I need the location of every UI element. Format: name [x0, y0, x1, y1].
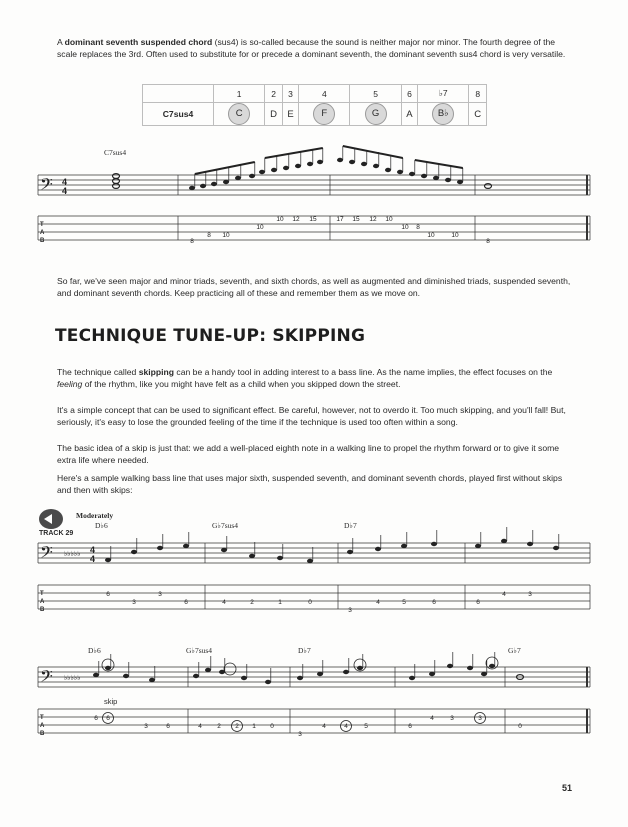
- beam: [343, 146, 403, 158]
- tab-number: 6: [166, 723, 170, 730]
- note: [481, 672, 487, 676]
- degree-6: 6: [401, 85, 417, 103]
- tab-label: B: [40, 607, 45, 613]
- quarter-note: [183, 544, 189, 548]
- eighth-note: [223, 180, 229, 184]
- bass-clef-ex1: 𝄢: [40, 174, 53, 198]
- eighth-note: [361, 162, 367, 166]
- tab-number: 2: [250, 599, 254, 606]
- degree-2: 2: [265, 85, 283, 103]
- tab-number: 10: [385, 216, 393, 223]
- tab-number: 5: [402, 599, 406, 606]
- degree-b7: ♭7: [418, 85, 469, 103]
- quarter-note: [105, 558, 111, 562]
- tab-number: 10: [256, 224, 264, 231]
- tab-number: 3: [528, 591, 532, 598]
- quarter-note: [553, 546, 559, 550]
- degree-8: 8: [469, 85, 487, 103]
- chord-symbol-c7sus4: C7sus4: [104, 148, 127, 157]
- tab-number: 2: [217, 723, 221, 730]
- eighth-note: [457, 180, 463, 184]
- note: [447, 664, 453, 668]
- note-bb-circled: B♭: [432, 103, 454, 125]
- tab-number: 12: [369, 216, 377, 223]
- tab-label: T: [40, 715, 44, 721]
- note-e: E: [282, 103, 298, 126]
- eighth-note: [421, 174, 427, 178]
- note: [317, 672, 323, 676]
- note: [297, 676, 303, 680]
- quarter-note: [475, 544, 481, 548]
- tab-number: 3: [298, 731, 302, 738]
- tab-number: 15: [352, 216, 360, 223]
- tab-number: 15: [309, 216, 317, 223]
- skipping-paragraph-1: The technique called skipping can be a handy tool in adding interest to a bass line. As the name implies, the effect focuses on the feeling of the rhythm, like you might have felt as a child when you skipped down the street.: [57, 367, 553, 390]
- eighth-note: [433, 176, 439, 180]
- eighth-note: [317, 160, 323, 164]
- tab-number: 6: [476, 599, 480, 606]
- degree-1: 1: [214, 85, 265, 103]
- quarter-note: [277, 556, 283, 560]
- tab-label: A: [40, 599, 45, 605]
- chord-symbol-db6: D♭6: [95, 521, 108, 530]
- tab-number: 4: [322, 723, 326, 730]
- note: [149, 678, 155, 682]
- time-sig-ex2: 4: [90, 554, 96, 564]
- tab-number: 10: [427, 232, 435, 239]
- quarter-note: [131, 550, 137, 554]
- eighth-note: [397, 170, 403, 174]
- note-c-octave: C: [469, 103, 487, 126]
- time-sig-ex2: 4: [90, 545, 96, 555]
- skipping-paragraph-2: It's a simple concept that can be used to significant effect. Be careful, however, not to overdo it. Too much skipping, and you'll fall! But, seriously, it's easy to lose the grounded feeling of the time if the technique is used too often within a song.: [57, 405, 566, 428]
- chord-symbol-gb7sus4-2: G♭7sus4: [186, 646, 213, 655]
- eighth-note: [409, 172, 415, 176]
- tab-number: 6: [106, 591, 110, 598]
- quarter-note: [221, 548, 227, 552]
- quarter-note: [347, 550, 353, 554]
- note: [409, 676, 415, 680]
- tab-label: B: [40, 238, 45, 244]
- skipping-paragraph-4: Here's a sample walking bass line that uses major sixth, suspended seventh, and dominant seventh chords, played first without skips and then with skips:: [57, 473, 563, 496]
- skip-circle: [224, 663, 236, 675]
- quarter-note: [157, 546, 163, 550]
- eighth-note: [385, 168, 391, 172]
- note: [241, 676, 247, 680]
- summary-paragraph: So far, we've seen major and minor triads, seventh, and sixth chords, as well as augmented and diminished triads, suspended seventh, and dominant seventh chords. Keep practicing all of these and remember them as we move on.: [57, 276, 571, 299]
- chord-note: [113, 179, 120, 184]
- chord-note: [113, 174, 120, 179]
- tab-number: 3: [132, 599, 136, 606]
- tab-number: 6: [106, 715, 110, 722]
- term-dominant-seventh-suspended: dominant seventh suspended chord: [64, 37, 213, 47]
- note: [429, 672, 435, 676]
- tab-number: 8: [207, 232, 211, 239]
- chord-symbol-db6-2: D♭6: [88, 646, 101, 655]
- chord-note: [113, 184, 120, 189]
- note: [105, 666, 111, 670]
- eighth-note: [373, 164, 379, 168]
- eighth-note: [259, 170, 265, 174]
- eighth-note: [271, 168, 277, 172]
- note-a: A: [401, 103, 417, 126]
- tab-number: 6: [408, 723, 412, 730]
- note-d: D: [265, 103, 283, 126]
- tab-number: 8: [190, 238, 194, 245]
- quarter-note: [249, 554, 255, 558]
- tab-number: 4: [198, 723, 202, 730]
- eighth-note: [211, 182, 217, 186]
- tab-number: 6: [94, 715, 98, 722]
- note: [93, 673, 99, 677]
- beam: [265, 148, 323, 158]
- tab-label: A: [40, 723, 45, 729]
- eighth-note: [349, 160, 355, 164]
- bass-clef-ex2b: 𝄢: [40, 666, 53, 690]
- tab-label: T: [40, 591, 44, 597]
- tab-number: 10: [222, 232, 230, 239]
- page-number: 51: [562, 783, 573, 793]
- tab-number: 1: [278, 599, 282, 606]
- quarter-note: [527, 542, 533, 546]
- quarter-note: [401, 544, 407, 548]
- note-c-circled: C: [228, 103, 250, 125]
- eighth-note: [189, 186, 195, 190]
- note: [205, 668, 211, 672]
- chord-symbol-gb7sus4: G♭7sus4: [212, 521, 239, 530]
- tab-number: 10: [401, 224, 409, 231]
- tab-number: 12: [292, 216, 300, 223]
- intro-paragraph: A dominant seventh suspended chord (sus4) is so-called because the sound is neither major nor minor. The fourth degree of the scale replaces the 3rd. Often used to substitute for or precede a dominant seventh, the dominant seventh sus4 chord is very versatile.: [57, 37, 566, 60]
- track-label: TRACK 29: [39, 530, 74, 537]
- tab-label: T: [40, 222, 44, 228]
- bass-clef-ex2a: 𝄢: [40, 542, 53, 566]
- chord-symbol-db7: D♭7: [344, 521, 357, 530]
- eighth-note: [295, 164, 301, 168]
- chord-symbol-gb7-2: G♭7: [508, 646, 521, 655]
- tab-number: 3: [450, 715, 454, 722]
- tab-number: 5: [364, 723, 368, 730]
- tab-number: 3: [158, 591, 162, 598]
- eighth-note: [283, 166, 289, 170]
- note: [265, 680, 271, 684]
- tab-number: 8: [486, 238, 490, 245]
- degree-4: 4: [299, 85, 350, 103]
- tab-number: 10: [276, 216, 284, 223]
- quarter-note: [375, 547, 381, 551]
- note: [467, 666, 473, 670]
- whole-note: [485, 184, 492, 189]
- tab-number: 0: [518, 723, 522, 730]
- tab-number: 4: [376, 599, 380, 606]
- tab-number: 0: [270, 723, 274, 730]
- tab-label: A: [40, 230, 45, 236]
- quarter-note: [431, 542, 437, 546]
- note-g-circled: G: [365, 103, 387, 125]
- tab-number: 2: [235, 723, 239, 730]
- chord-name-cell: C7sus4: [143, 103, 214, 126]
- note-f-circled: F: [313, 103, 335, 125]
- tab-number: 6: [184, 599, 188, 606]
- tab-number: 6: [432, 599, 436, 606]
- tab-number: 4: [222, 599, 226, 606]
- note: [123, 674, 129, 678]
- degree-5: 5: [350, 85, 401, 103]
- tempo-marking: Moderately: [76, 511, 114, 520]
- tab-number: 3: [478, 715, 482, 722]
- tab-number: 17: [336, 216, 344, 223]
- time-sig-ex1: 4: [62, 186, 68, 196]
- quarter-note: [307, 559, 313, 563]
- tab-label: B: [40, 731, 45, 737]
- quarter-note: [501, 539, 507, 543]
- eighth-note: [307, 162, 313, 166]
- chord-symbol-db7-2: D♭7: [298, 646, 311, 655]
- eighth-note: [445, 178, 451, 182]
- key-signature: ♭♭♭♭♭: [64, 551, 81, 558]
- tab-number: 3: [144, 723, 148, 730]
- degree-3: 3: [282, 85, 298, 103]
- section-title: TECHNIQUE TUNE-UP: SKIPPING: [55, 326, 366, 346]
- note: [343, 670, 349, 674]
- note: [489, 664, 495, 668]
- key-signature: ♭♭♭♭♭: [64, 675, 81, 682]
- note: [193, 674, 199, 678]
- tab-number: 10: [451, 232, 459, 239]
- tab-number: 4: [344, 723, 348, 730]
- note: [357, 666, 363, 670]
- tab-number: 8: [416, 224, 420, 231]
- eighth-note: [337, 158, 343, 162]
- tab-number: 4: [502, 591, 506, 598]
- tab-number: 3: [348, 607, 352, 614]
- eighth-note: [200, 184, 206, 188]
- skip-label: skip: [104, 697, 118, 706]
- tab-number: 0: [308, 599, 312, 606]
- beam: [195, 162, 255, 174]
- tab-number: 1: [252, 723, 256, 730]
- time-sig-ex1: 4: [62, 177, 68, 187]
- tab-number: 4: [430, 715, 434, 722]
- eighth-note: [235, 176, 241, 180]
- skipping-paragraph-3: The basic idea of a skip is just that: we add a well-placed eighth note in a walking line to propel the rhythm forward or to give it some extra life where needed.: [57, 443, 560, 466]
- eighth-note: [249, 174, 255, 178]
